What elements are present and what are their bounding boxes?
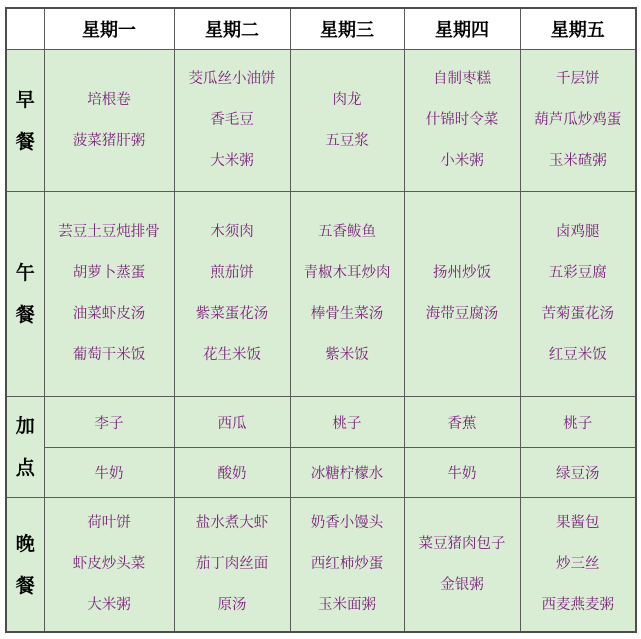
snack-drink: 牛奶 xyxy=(404,448,520,498)
dish-item: 胡萝卜蒸蛋 xyxy=(72,265,146,282)
dish-item: 五彩豆腐 xyxy=(548,265,607,282)
menu-cell xyxy=(404,50,520,192)
menu-cell xyxy=(174,50,290,192)
snack-fruit: 西瓜 xyxy=(174,397,290,448)
weekly-menu-table xyxy=(5,7,637,633)
meal-label-char: 餐 xyxy=(15,130,35,153)
dish-item: 菜豆猪肉包子 xyxy=(418,535,506,552)
meal-label-char: 晚 xyxy=(15,532,35,555)
dinner-row xyxy=(6,498,636,632)
meal-label-lunch xyxy=(6,192,44,397)
dish-item: 奶香小馒头 xyxy=(310,515,384,532)
dish-item: 千层饼 xyxy=(556,71,600,88)
meal-label-dinner xyxy=(6,498,44,632)
day-header: 星期一 xyxy=(44,8,174,50)
dish-item: 肉龙 xyxy=(332,91,362,108)
day-header: 星期三 xyxy=(290,8,404,50)
meal-label-char: 点 xyxy=(15,457,35,480)
dish-item: 煎茄饼 xyxy=(210,265,254,282)
snack-drink: 绿豆汤 xyxy=(520,448,636,498)
meal-label-char: 餐 xyxy=(15,574,35,597)
dish-item: 苦菊蛋花汤 xyxy=(541,306,614,323)
meal-label-char: 早 xyxy=(15,88,35,111)
dish-item: 卤鸡腿 xyxy=(556,224,600,241)
dish-item: 芸豆土豆炖排骨 xyxy=(58,224,160,241)
menu-cell xyxy=(174,192,290,397)
menu-cell xyxy=(290,498,404,632)
snack-drink: 冰糖柠檬水 xyxy=(290,448,404,498)
menu-cell xyxy=(290,50,404,192)
dish-item: 扬州炒饭 xyxy=(433,265,491,282)
dish-item: 葡萄干米饭 xyxy=(72,347,146,364)
dish-item: 海带豆腐汤 xyxy=(425,306,499,323)
dish-item: 果酱包 xyxy=(556,515,600,532)
dish-item: 五豆浆 xyxy=(325,132,369,149)
lunch-row xyxy=(6,192,636,397)
snack-drink: 牛奶 xyxy=(44,448,174,498)
dish-item: 西红柿炒蛋 xyxy=(310,556,384,573)
dish-item: 虾皮炒头菜 xyxy=(72,556,146,573)
dish-item: 葫芦瓜炒鸡蛋 xyxy=(534,112,622,129)
menu-cell xyxy=(404,498,520,632)
menu-cell xyxy=(44,498,174,632)
dish-item: 培根卷 xyxy=(87,91,131,108)
snack-fruit-row xyxy=(6,397,636,448)
meal-label-char: 午 xyxy=(15,262,35,285)
snack-drink-row xyxy=(6,448,636,498)
dish-item: 五香鲅鱼 xyxy=(318,224,376,241)
dish-item: 大米粥 xyxy=(210,153,254,170)
dish-item: 盐水煮大虾 xyxy=(195,515,269,532)
day-header: 星期四 xyxy=(404,8,520,50)
dish-item: 香毛豆 xyxy=(210,112,254,129)
meal-label-char: 加 xyxy=(15,415,35,438)
dish-item: 茭瓜丝小油饼 xyxy=(188,71,276,88)
snack-fruit: 桃子 xyxy=(520,397,636,448)
menu-cell xyxy=(174,498,290,632)
dish-item: 油菜虾皮汤 xyxy=(72,306,146,323)
menu-cell xyxy=(290,192,404,397)
meal-label-breakfast xyxy=(6,50,44,192)
breakfast-row xyxy=(6,50,636,192)
snack-drink: 酸奶 xyxy=(174,448,290,498)
dish-item: 什锦时令菜 xyxy=(425,112,499,129)
menu-cell xyxy=(520,192,636,397)
dish-item: 青椒木耳炒肉 xyxy=(303,265,391,282)
menu-cell xyxy=(520,50,636,192)
dish-item: 棒骨生菜汤 xyxy=(310,306,384,323)
snack-fruit: 香蕉 xyxy=(404,397,520,448)
dish-item: 西麦燕麦粥 xyxy=(541,597,614,614)
dish-item: 金银粥 xyxy=(440,576,484,593)
corner-cell xyxy=(6,8,44,50)
dish-item: 茄丁肉丝面 xyxy=(195,556,269,573)
snack-fruit: 桃子 xyxy=(290,397,404,448)
dish-item: 紫米饭 xyxy=(325,347,369,364)
dish-item: 炒三丝 xyxy=(556,556,600,573)
menu-cell xyxy=(44,50,174,192)
dish-item: 玉米碴粥 xyxy=(548,153,607,170)
snack-fruit: 李子 xyxy=(44,397,174,448)
dish-item: 木须肉 xyxy=(210,224,254,241)
dish-item: 紫菜蛋花汤 xyxy=(195,306,269,323)
dish-item: 红豆米饭 xyxy=(548,347,607,364)
dish-item: 大米粥 xyxy=(87,597,131,614)
meal-label-char: 餐 xyxy=(15,304,35,327)
dish-item: 荷叶饼 xyxy=(87,515,131,532)
header-row xyxy=(6,8,636,50)
day-header: 星期五 xyxy=(520,8,636,50)
meal-label-snack xyxy=(6,397,44,498)
dish-item: 原汤 xyxy=(217,597,247,614)
menu-cell xyxy=(404,192,520,397)
menu-cell xyxy=(44,192,174,397)
day-header: 星期二 xyxy=(174,8,290,50)
menu-cell xyxy=(520,498,636,632)
dish-item: 自制枣糕 xyxy=(433,71,491,88)
dish-item: 菠菜猪肝粥 xyxy=(72,132,146,149)
dish-item: 花生米饭 xyxy=(203,347,261,364)
dish-item: 玉米面粥 xyxy=(318,597,376,614)
dish-item: 小米粥 xyxy=(440,153,484,170)
